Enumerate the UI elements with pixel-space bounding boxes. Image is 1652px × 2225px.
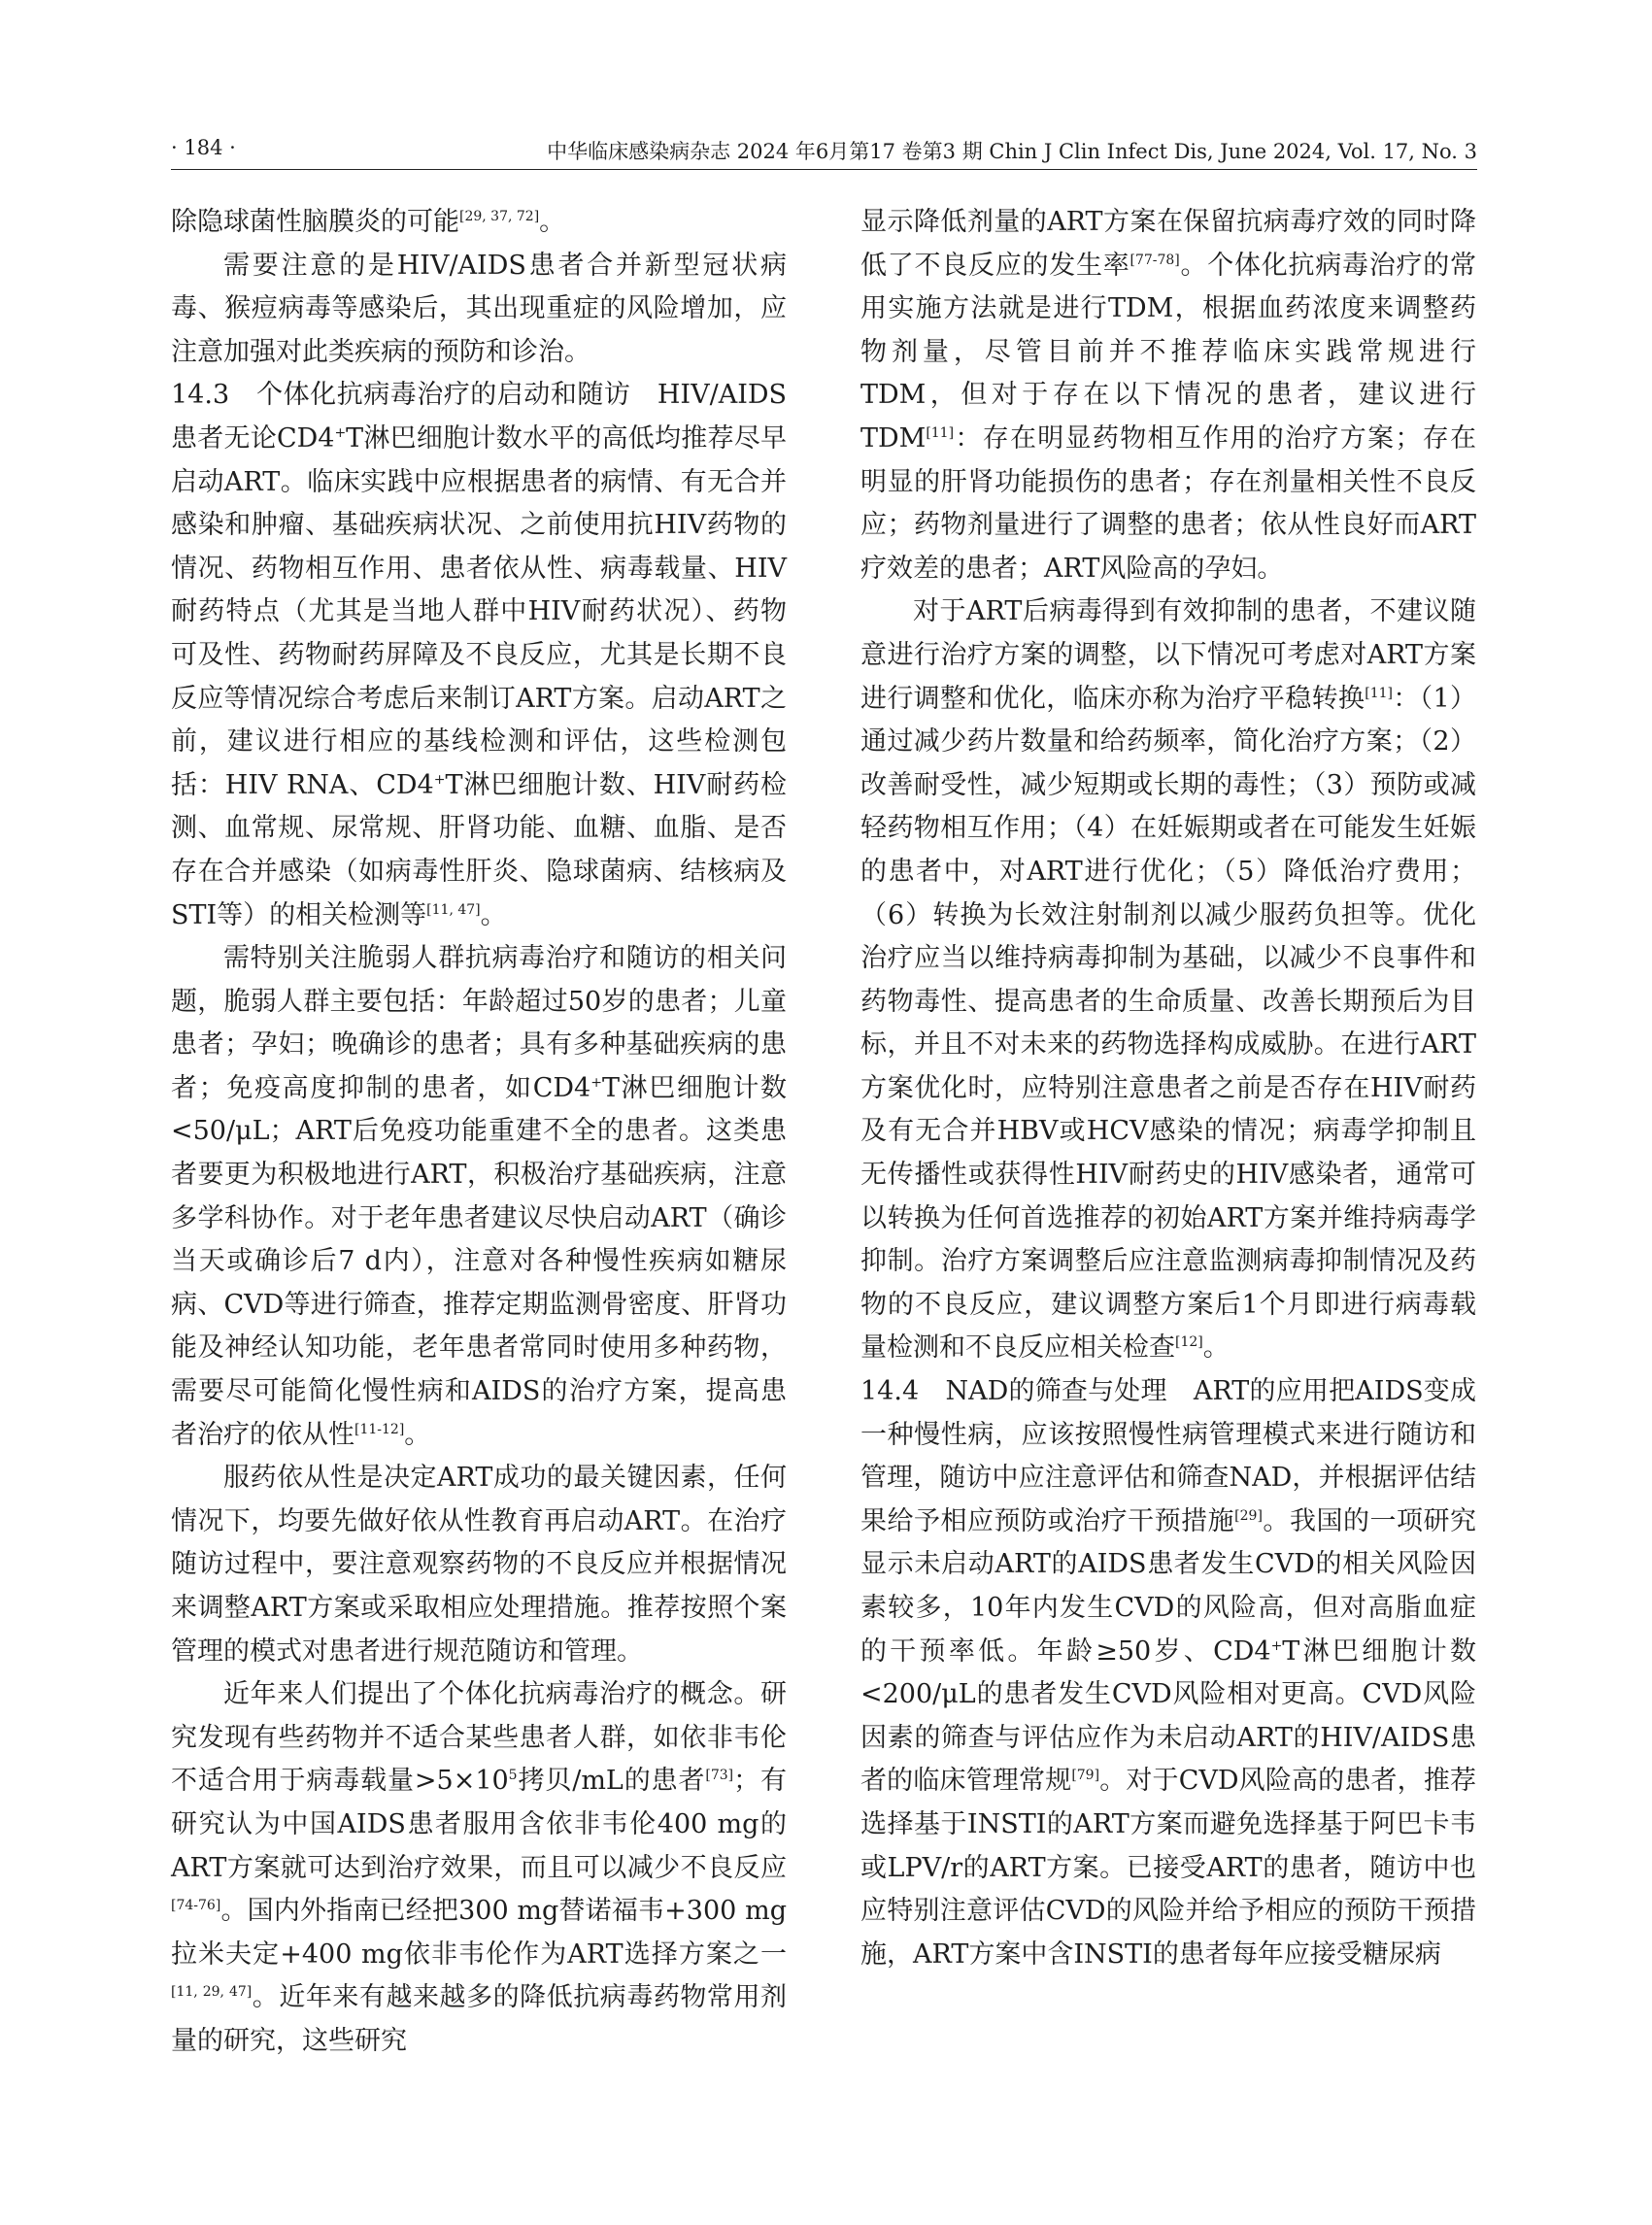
reference[interactable]: [11, 29, 47] [171,1984,253,2001]
reference[interactable]: [74-76] [171,1898,221,1914]
paragraph: 需特别关注脆弱人群抗病毒治疗和随访的相关问题，脆弱人群主要包括：年龄超过50岁的患者；儿童患者；孕妇；晚确诊的患者；具有多种基础疾病的患者；免疫高度抑制的患者，如CD4+T淋巴细胞计数<50/μL；ART后免疫功能重建不全的患者。这类患者要更为积极地进行ART，积极治疗基础疾病，注意多学科协作。对于老年患者建议尽快启动ART（确诊当天或确诊后7 d内），注意对各种慢性疾病如糖尿病、CVD等进行筛查，推荐定期监测骨密度、肝肾功能及神经认知功能，老年患者常同时使用多种药物，需要尽可能简化慢性病和AIDS的治疗方案，提高患者治疗的依从性[11-12]。 [171,943,787,1450]
reference[interactable]: [11-12] [354,1421,405,1437]
running-header [171,136,1477,170]
paragraph: 服药依从性是决定ART成功的最关键因素，任何情况下，均要先做好依从性教育再启动ART。在治疗随访过程中，要注意观察药物的不良反应并根据情况来调整ART方案或采取相应处理措施。推荐按照个案管理的模式对患者进行规范随访和管理。 [171,1463,787,1667]
paragraph: 除隐球菌性脑膜炎的可能[29, 37, 72]。 [171,207,566,237]
paragraph: 需要注意的是HIV/AIDS患者合并新型冠状病毒、猴痘病毒等感染后，其出现重症的风险增加，应注意加强对此类疾病的预防和诊治。 [171,250,787,367]
paragraph: 对于ART后病毒得到有效抑制的患者，不建议随意进行治疗方案的调整，以下情况可考虑对ART方案进行调整和优化，临床亦称为治疗平稳转换[11]：（1）通过减少药片数量和给药频率，简化治疗方案；（2）改善耐受性，减少短期或长期的毒性；（3）预防或减轻药物相互作用；（4）在妊娠期或者在可能发生妊娠的患者中，对ART进行优化；（5）降低治疗费用；（6）转换为长效注射制剂以减少服药负担等。优化治疗应当以维持病毒抑制为基础，以减少不良事件和药物毒性、提高患者的生命质量、改善长期预后为目标，并且不对未来的药物选择构成威胁。在进行ART方案优化时，应特别注意患者之前是否存在HIV耐药及有无合并HBV或HCV感染的情况；病毒学抑制且无传播性或获得性HIV耐药史的HIV感染者，通常可以转换为任何首选推荐的初始ART方案并维持病毒学抑制。治疗方案调整后应注意监测病毒抑制情况及药物的不良反应，建议调整方案后1个月即进行病毒载量检测和不良反应相关检查[12]。 [860,596,1476,1364]
left-column [171,201,787,2064]
reference[interactable]: [11] [1365,685,1393,701]
right-column [860,201,1476,1976]
reference[interactable]: [29, 37, 72] [459,209,540,224]
reference[interactable]: [79] [1071,1768,1100,1784]
page-number: · 184 · [171,136,236,159]
reference[interactable]: [77-78] [1129,252,1180,268]
reference[interactable]: [29] [1234,1507,1263,1524]
reference[interactable]: [73] [705,1768,734,1784]
section-title: NAD的筛查与处理 [945,1376,1167,1407]
section-14-3: 14.3 个体化抗病毒治疗的启动和随访 HIV/AIDS患者无论CD4+T淋巴细胞计数水平的高低均推荐尽早启动ART。临床实践中应根据患者的病情、有无合并感染和肿瘤、基础疾病状况、之前使用抗HIV药物的情况、药物相互作用、患者依从性、病毒载量、HIV耐药特点（尤其是当地人群中HIV耐药状况）、药物可及性、药物耐药屏障及不良反应，尤其是长期不良反应等情况综合考虑后来制订ART方案。启动ART之前，建议进行相应的基线检测和评估，这些检测包括：HIV RNA、CD4+T淋巴细胞计数、HIV耐药检测、血常规、尿常规、肝肾功能、血糖、血脂、是否存在合并感染（如病毒性肝炎、隐球菌病、结核病及STI等）的相关检测等[11, 47]。 [171,380,788,930]
reference[interactable]: [11, 47] [426,901,481,918]
section-title: 个体化抗病毒治疗的启动和随访 [256,380,631,411]
section-number: 14.3 [171,380,230,411]
paragraph: 近年来人们提出了个体化抗病毒治疗的概念。研究发现有些药物并不适合某些患者人群，如依非韦伦不适合用于病毒载量$>5\times 10^5$拷贝/mL的患者[73]；有研究认为中国AIDS患者服用含依非韦伦400 mg的ART方案就可达到治疗效果，而且可以减少不良反应[74-76]。国内外指南已经把300 mg替诺福韦+300 mg拉米夫定+400 mg依非韦伦作为ART选择方案之一[11, 29, 47]。近年来有越来越多的降低抗病毒药物常用剂量的研究，这些研究 [171,1679,788,2056]
section-14-4: 14.4 NAD的筛查与处理 ART的应用把AIDS变成一种慢性病，应该按照慢性病管理模式来进行随访和管理，随访中应注意评估和筛查NAD，并根据评估结果给予相应预防或治疗干预措施[29]。我国的一项研究显示未启动ART的AIDS患者发生CVD的相关风险因素较多，10年内发生CVD的风险高，但对高脂血症的干预率低。年龄≥50岁、CD4+T淋巴细胞计数<200/μL的患者发生CVD风险相对更高。CVD风险因素的筛查与评估应作为未启动ART的HIV/AIDS患者的临床管理常规[79]。对于CVD风险高的患者，推荐选择基于INSTI的ART方案而避免选择基于阿巴卡韦或LPV/r的ART方案。已接受ART的患者，随访中也应特别注意评估CVD的风险并给予相应的预防干预措施，ART方案中含INSTI的患者每年应接受糖尿病 [860,1376,1477,1970]
reference[interactable]: [12] [1175,1334,1203,1351]
reference[interactable]: [11] [926,424,955,441]
journal-citation: 中华临床感染病杂志 2024 年6月第17 卷第3 期 Chin J Clin Infect Dis, June 2024, Vol. 17, No. 3 [547,140,1477,163]
section-number: 14.4 [860,1376,920,1407]
paragraph: 显示降低剂量的ART方案在保留抗病毒疗效的同时降低了不良反应的发生率[77-78]。个体化抗病毒治疗的常用实施方法就是进行TDM，根据血药浓度来调整药物剂量，尽管目前并不推荐临床实践常规进行TDM，但对于存在以下情况的患者，建议进行TDM[11]：存在明显药物相互作用的治疗方案；存在明显的肝肾功能损伤的患者；存在剂量相关性不良反应；药物剂量进行了调整的患者；依从性良好而ART疗效差的患者；ART风险高的孕妇。 [860,207,1477,584]
